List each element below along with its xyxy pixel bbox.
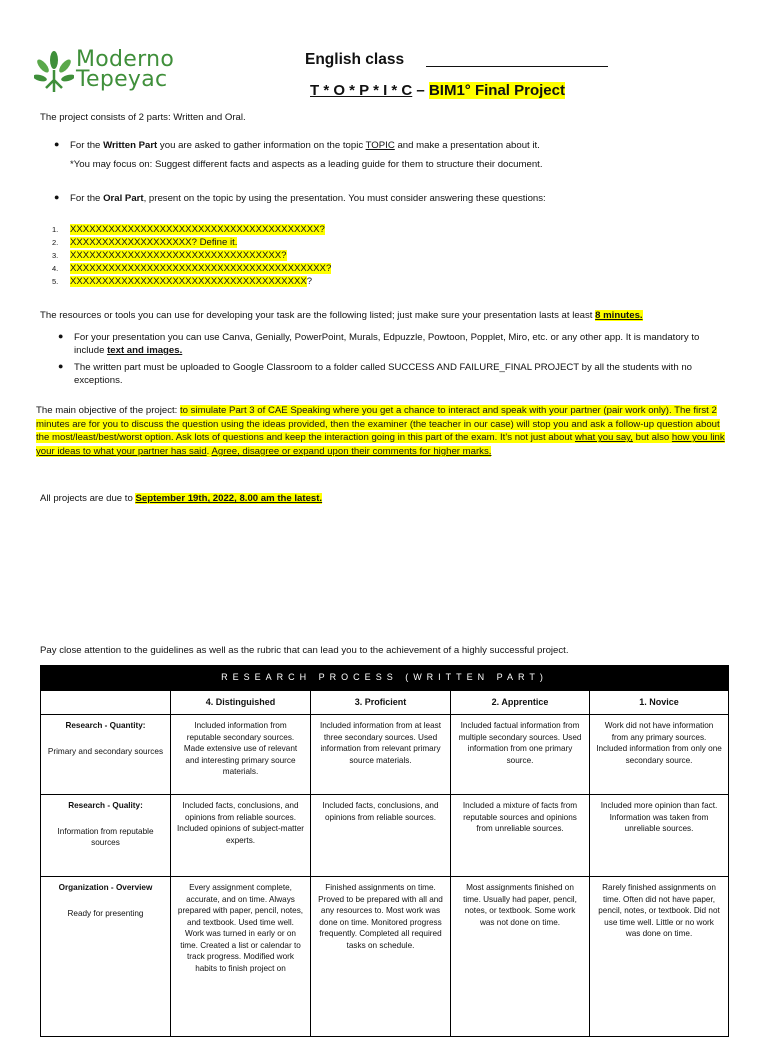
question-after: ? bbox=[306, 276, 313, 287]
table-cell: Included information from reputable secondary sources. Made extensive use of relevant and interesting primary source materials. bbox=[171, 715, 311, 795]
row-title: Organization - Overview bbox=[58, 883, 153, 892]
objective-highlight-3: . bbox=[206, 445, 212, 457]
question-number: 3. bbox=[52, 251, 59, 260]
row-header bbox=[41, 715, 171, 795]
objective-pre: The main objective of the project: bbox=[36, 405, 180, 416]
question-number: 1. bbox=[52, 225, 59, 234]
written-note: *You may focus on: Suggest different facts and aspects as a leading guide for them to structure their document. bbox=[70, 159, 543, 170]
question-number: 4. bbox=[52, 264, 59, 273]
objective-paragraph bbox=[36, 404, 726, 458]
topic-title: T * O * P * I * C bbox=[310, 82, 413, 99]
table-cell: Included factual information from multiple secondary sources. Used information from one primary source. bbox=[451, 715, 590, 795]
bullet-icon: ● bbox=[58, 331, 64, 341]
oral-post: , present on the topic by using the presentation. You must consider answering these questions: bbox=[143, 193, 546, 204]
question-item bbox=[52, 249, 331, 262]
tools-mandatory: text and images. bbox=[107, 345, 183, 356]
bullet-icon: ● bbox=[54, 139, 60, 149]
question-text: XXXXXXXXXXXXXXXXXXXXXXXXXXXXXXXXXXXXXXXX? bbox=[70, 263, 332, 274]
question-text: XXXXXXXXXXXXXXXXXXXXXXXXXXXXXXXXXXXXXXX? bbox=[70, 224, 325, 235]
table-cell: Every assignment complete, accurate, and on time. Always prepared with paper, pencil, notes, and textbook. Used time well. Work was turned in early or on time. Created a list or calendar to track progress. Modified work habits to finish project on bbox=[171, 877, 311, 1037]
oral-bold: Oral Part bbox=[103, 193, 144, 204]
question-number: 2. bbox=[52, 238, 59, 247]
written-bold: Written Part bbox=[103, 140, 158, 151]
row-subtitle: Primary and secondary sources bbox=[47, 746, 164, 756]
column-header: 3. Proficient bbox=[311, 690, 451, 715]
guidelines-text: Pay close attention to the guidelines as well as the rubric that can lead you to the achievement of a highly successful project. bbox=[40, 645, 569, 656]
project-name: BIM1° Final Project bbox=[428, 82, 565, 99]
column-header: 2. Apprentice bbox=[451, 690, 590, 715]
resources-duration: 8 minutes. bbox=[595, 310, 643, 321]
intro-text: The project consists of 2 parts: Written and Oral. bbox=[40, 112, 246, 123]
question-item bbox=[52, 223, 331, 236]
rubric-table bbox=[40, 665, 728, 1037]
question-text: XXXXXXXXXXXXXXXXXXX? Define it. bbox=[70, 237, 238, 248]
project-title bbox=[310, 82, 565, 99]
tools-bullet bbox=[58, 331, 726, 357]
due-date: September 19th, 2022, 8.00 am the latest. bbox=[135, 493, 323, 504]
question-item bbox=[52, 275, 331, 288]
table-cell: Included facts, conclusions, and opinions from reliable sources. bbox=[311, 795, 451, 877]
row-header bbox=[41, 877, 171, 1037]
row-title: Research - Quantity: bbox=[65, 721, 146, 730]
row-title: Research - Quality: bbox=[68, 801, 143, 810]
table-cell: Rarely finished assignments on time. Often did not have paper, pencil, notes, or textbook. Did not use time well. Little or no work was done on time. bbox=[590, 877, 729, 1037]
name-blank-line bbox=[426, 66, 608, 67]
resources-text bbox=[40, 309, 740, 322]
question-list bbox=[52, 223, 331, 288]
table-cell: Included facts, conclusions, and opinions from reliable sources. Included opinions of subject-matter experts. bbox=[171, 795, 311, 877]
table-row bbox=[41, 795, 729, 877]
school-logo bbox=[34, 47, 204, 96]
question-text: XXXXXXXXXXXXXXXXXXXXXXXXXXXXXXXXXXXXX bbox=[70, 276, 307, 287]
logo-line1: Moderno bbox=[76, 47, 175, 72]
objective-underline-2: how you link your ideas to what your partner has said bbox=[36, 432, 725, 457]
table-cell: Finished assignments on time. Proved to be prepared with all and any resources to. Most work was done on time. Monitored progress frequently. Completed all required tasks on schedule. bbox=[311, 877, 451, 1037]
column-header bbox=[41, 690, 171, 715]
written-part-bullet bbox=[54, 139, 734, 171]
table-cell: Included more opinion than fact. Information was taken from unreliable sources. bbox=[590, 795, 729, 877]
row-subtitle: Ready for presenting bbox=[67, 908, 144, 918]
table-row bbox=[41, 877, 729, 1037]
row-subtitle: Information from reputable sources bbox=[57, 826, 154, 847]
table-cell: Included a mixture of facts from reputable sources and opinions from unreliable sources. bbox=[451, 795, 590, 877]
logo-line2: Tepeyac bbox=[76, 67, 168, 92]
question-text: XXXXXXXXXXXXXXXXXXXXXXXXXXXXXXXXX? bbox=[70, 250, 287, 261]
question-item bbox=[52, 236, 331, 249]
tools-text: For your presentation you can use Canva, Genially, PowerPoint, Murals, Edpuzzle, Powtoon, Popplet, Miro, etc. or any other app. It is mandatory to include bbox=[74, 332, 700, 356]
objective-highlight: to simulate Part 3 of CAE Speaking where you get a chance to interact and speak with your partner (pair work only). The first 2 minutes are for you to discuss the question using the ideas provided, then the examiner (the teacher in our case) will stop you and ask a follow-up question about the most/least/best/worst option. Ask lots of questions and keep the interaction going in this part of the exam. It’s not just about bbox=[36, 405, 720, 444]
table-cell: Most assignments finished on time. Usually had paper, pencil, notes, or textbook. Some work was not done on time. bbox=[451, 877, 590, 1037]
bullet-icon: ● bbox=[58, 361, 64, 371]
bullet-icon: ● bbox=[54, 192, 60, 202]
class-title: English class bbox=[305, 51, 405, 68]
question-item bbox=[52, 262, 331, 275]
written-mid: you are asked to gather information on the topic bbox=[157, 140, 366, 151]
resources-pre: The resources or tools you can use for developing your task are the following listed; just make sure your presentation lasts at least bbox=[40, 310, 596, 321]
due-pre: All projects are due to bbox=[40, 493, 136, 504]
due-date-text bbox=[40, 492, 322, 505]
column-header: 4. Distinguished bbox=[171, 690, 311, 715]
written-topic: TOPIC bbox=[365, 140, 395, 151]
rubric-banner: RESEARCH PROCESS (WRITTEN PART) bbox=[41, 666, 729, 691]
table-cell: Work did not have information from any primary sources. Included information from only one secondary source. bbox=[590, 715, 729, 795]
objective-underline-3: Agree, disagree or expand upon their comments for higher marks. bbox=[211, 445, 492, 457]
objective-highlight-2: but also bbox=[632, 432, 672, 444]
oral-pre: For the bbox=[70, 193, 104, 204]
objective-underline-1: what you say, bbox=[574, 432, 633, 444]
written-post: and make a presentation about it. bbox=[394, 140, 540, 151]
upload-text: The written part must be uploaded to Google Classroom to a folder called SUCCESS AND FAILURE_FINAL PROJECT by all the students with no exceptions. bbox=[74, 362, 693, 386]
table-row bbox=[41, 715, 729, 795]
question-number: 5. bbox=[52, 277, 59, 286]
title-dash: – bbox=[412, 82, 429, 99]
table-cell: Included information from at least three secondary sources. Used information from relevant primary source materials. bbox=[311, 715, 451, 795]
row-header bbox=[41, 795, 171, 877]
written-pre: For the bbox=[70, 140, 104, 151]
upload-bullet bbox=[58, 361, 726, 387]
oral-part-bullet bbox=[54, 192, 734, 205]
column-header: 1. Novice bbox=[590, 690, 729, 715]
leaf-logo-icon bbox=[34, 50, 74, 94]
